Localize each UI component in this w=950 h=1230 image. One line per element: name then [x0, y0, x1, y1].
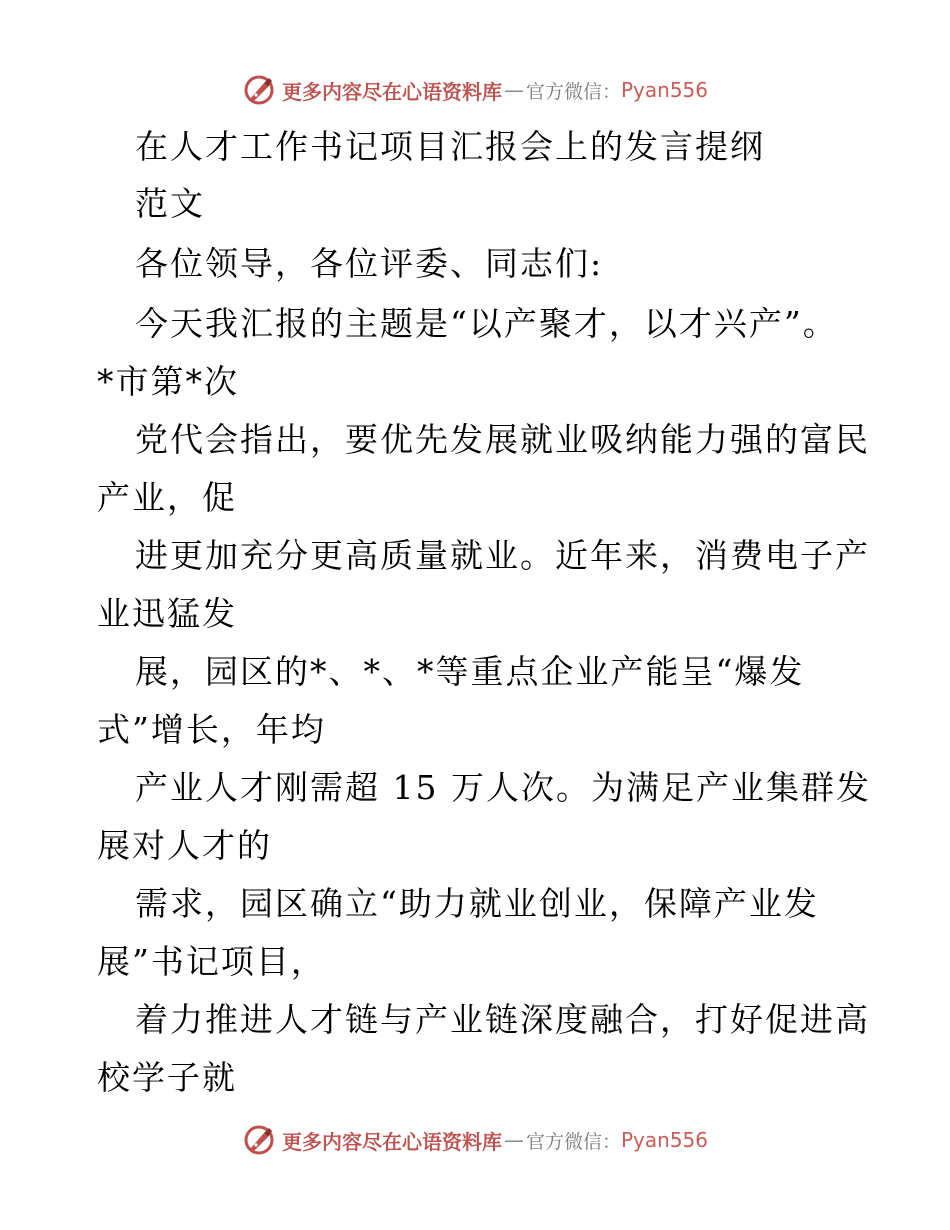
text-line: 党代会指出，要优先发展就业吸纳能力强的富民	[135, 420, 870, 459]
text-line: 校学子就	[97, 1058, 237, 1097]
banner-wechat-id: Pyan556	[621, 78, 709, 102]
header-banner	[0, 70, 950, 110]
text-line: 展，园区的*、*、*等重点企业产能呈“爆发	[135, 652, 805, 691]
banner-wechat-label: 官方微信：	[525, 1130, 621, 1153]
pen-nib-logo-icon	[242, 73, 276, 107]
text-line: 在人才工作书记项目汇报会上的发言提纲	[135, 127, 765, 166]
text-line: 展对人才的	[97, 826, 272, 865]
footer-banner	[0, 1120, 950, 1160]
text-line: 式”增长，年均	[97, 710, 326, 749]
text-line: 产业人才刚需超 15 万人次。为满足产业集群发	[135, 768, 871, 807]
banner-text: 更多内容尽在心语资料库	[281, 1129, 502, 1154]
banner-text: 更多内容尽在心语资料库	[281, 79, 502, 104]
banner-wechat-label: 官方微信：	[525, 80, 621, 103]
text-line: 各位领导，各位评委、同志们:	[135, 244, 604, 283]
text-line: 需求，园区确立“助力就业创业，保障产业发	[135, 884, 819, 923]
text-line: 着力推进人才链与产业链深度融合，打好促进高	[135, 1000, 870, 1039]
text-line: 业迅猛发	[97, 594, 237, 633]
text-line: 范文	[135, 184, 205, 223]
pen-nib-logo-icon	[242, 1123, 276, 1157]
text-line: *市第*次	[97, 362, 239, 401]
banner-separator: —	[503, 1128, 524, 1152]
banner-separator: —	[503, 78, 524, 102]
banner-wechat-id: Pyan556	[621, 1128, 709, 1152]
text-line: 展”书记项目，	[97, 942, 326, 981]
text-line: 今天我汇报的主题是“以产聚才，以才兴产”。	[135, 304, 838, 343]
text-line: 产业，促	[97, 478, 237, 517]
text-line: 进更加充分更高质量就业。近年来，消费电子产	[135, 536, 870, 575]
